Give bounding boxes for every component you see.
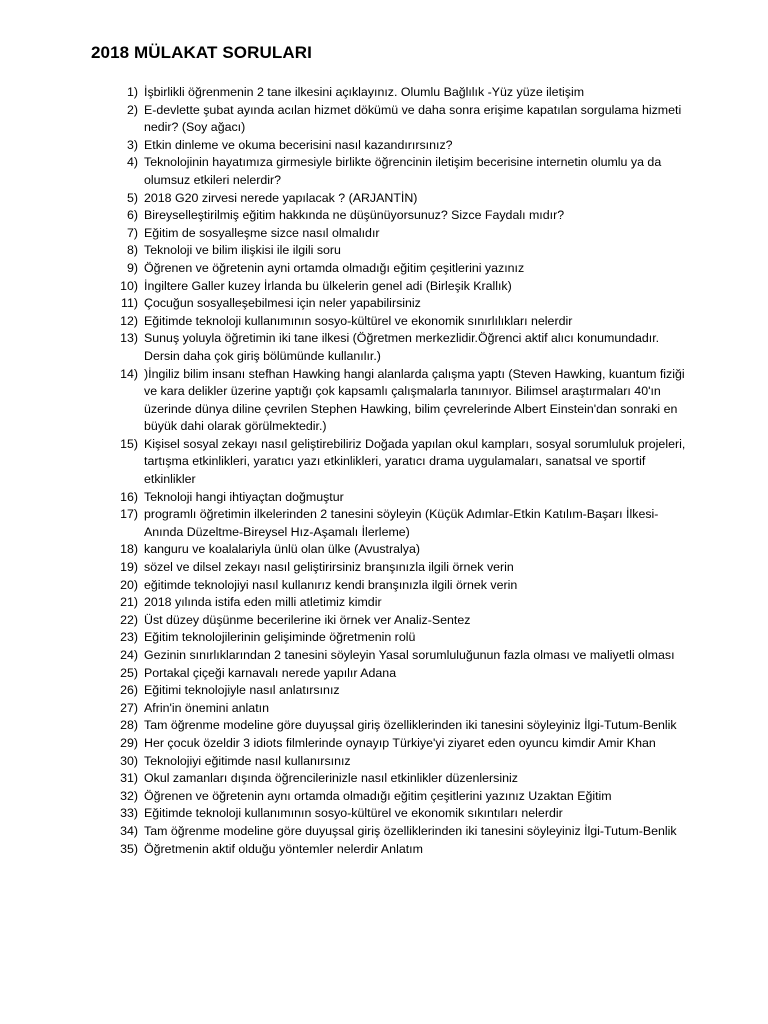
list-item-number: 29) (120, 735, 138, 750)
list-item (106, 207, 686, 225)
list-item-number: 7) (126, 225, 138, 240)
list-item-text: Öğrenen ve öğretenin ayni ortamda olmadığı eğitim çeşitlerini yazınız (144, 260, 525, 275)
list-item (106, 841, 686, 859)
list-item-number: 11) (121, 296, 138, 311)
list-item-text: )İngiliz bilim insanı stefhan Hawking hangi alanlarda çalışma yaptı (Steven Hawking, kuantum fiziği ve kara delikler üzerine yaptığı çok kapsamlı çalışmalarla tanınıyor. Bilimsel araştırmaları 40'ın üzerinde dünya diline çevrilen Stephen Hawking, bilim çevrelerinde Albert Einstein'dan sonraki en büyük dahi olarak görülmektedir.) (144, 366, 685, 434)
list-item-text: Tam öğrenme modeline göre duyuşsal giriş özelliklerinden iki tanesini söyleyiniz İlgi-Tutum-Benlik (144, 718, 677, 733)
list-item (106, 242, 686, 260)
list-item-text: Öğrenen ve öğretenin aynı ortamda olmadığı eğitim çeşitlerini yazınız Uzaktan Eğitim (144, 788, 612, 803)
list-item-number: 15) (120, 436, 138, 451)
list-item-number: 28) (120, 718, 138, 733)
list-item-number: 6) (126, 208, 138, 223)
list-item-text: Teknolojinin hayatımıza girmesiyle birlikte öğrencinin iletişim becerisine internetin olumlu ya da olumsuz etkileri nelerdir? (144, 155, 662, 187)
list-item (106, 278, 686, 296)
list-item-number: 31) (120, 771, 138, 786)
list-item (106, 541, 686, 559)
list-item-number: 21) (120, 595, 138, 610)
page-title: 2018 MÜLAKAT SORULARI (91, 43, 312, 62)
list-item-number: 1) (126, 85, 138, 99)
list-item-number: 2) (126, 102, 138, 117)
list-item (106, 788, 686, 806)
list-item-number: 23) (120, 630, 138, 645)
list-item (106, 735, 686, 753)
list-item-text: Afrin'in önemini anlatın (144, 700, 269, 715)
list-item (106, 682, 686, 700)
list-item-text: Eğitimde teknoloji kullanımının sosyo-kültürel ve ekonomik sıkıntıları nelerdir (144, 806, 563, 821)
list-item-number: 12) (120, 313, 138, 328)
list-item-text: Her çocuk özeldir 3 idiots filmlerinde oynayıp Türkiye'yi ziyaret eden oyuncu kimdir Amir Khan (144, 735, 656, 750)
list-item-number: 14) (120, 366, 138, 381)
list-item (106, 489, 686, 507)
list-item (106, 506, 686, 541)
list-item-number: 35) (120, 841, 138, 856)
list-item (106, 700, 686, 718)
list-item-number: 25) (120, 665, 138, 680)
list-item-number: 27) (120, 700, 138, 715)
list-item (106, 436, 686, 489)
question-list (106, 84, 686, 858)
list-item-text: Eğitimi teknolojiyle nasıl anlatırsınız (144, 683, 340, 698)
list-item-text: sözel ve dilsel zekayı nasıl geliştirirsiniz branşınızla ilgili örnek verin (144, 560, 514, 575)
list-item-text: Tam öğrenme modeline göre duyuşsal giriş özelliklerinden iki tanesini söyleyiniz İlgi-Tutum-Benlik (144, 823, 677, 838)
list-item-number: 13) (120, 331, 138, 346)
list-item-text: Gezinin sınırlıklarından 2 tanesini söyleyin Yasal sorumluluğunun fazla olması ve maliyetli olması (144, 648, 675, 662)
list-item-text: Eğitim de sosyalleşme sizce nasıl olmalıdır (144, 225, 380, 240)
list-item (106, 154, 686, 189)
list-item (106, 629, 686, 647)
list-item-number: 18) (120, 542, 138, 557)
list-item-text: Sunuş yoluyla öğretimin iki tane ilkesi (Öğretmen merkezlidir.Öğrenci aktif alıcı konumundadır. Dersin daha çok giriş bölümünde kullanılır.) (144, 331, 660, 363)
list-item-text: eğitimde teknolojiyi nasıl kullanırız kendi branşınızla ilgili örnek verin (144, 577, 518, 592)
list-item-text: Okul zamanları dışında öğrencilerinizle nasıl etkinlikler düzenlersiniz (144, 771, 518, 786)
list-item-number: 30) (120, 753, 138, 768)
list-item (106, 753, 686, 771)
list-item-text: Teknoloji ve bilim ilişkisi ile ilgili soru (144, 243, 341, 258)
list-item-number: 34) (120, 823, 138, 838)
list-item (106, 260, 686, 278)
list-item (106, 330, 686, 365)
list-item-number: 19) (120, 560, 138, 575)
list-item-number: 3) (126, 137, 138, 152)
list-item (106, 805, 686, 823)
list-item (106, 612, 686, 630)
list-item-text: 2018 yılında istifa eden milli atletimiz kimdir (144, 595, 382, 610)
list-item-text: Teknoloji hangi ihtiyaçtan doğmuştur (144, 489, 344, 504)
list-item (106, 295, 686, 313)
list-item-number: 5) (126, 190, 138, 205)
list-item-number: 32) (120, 788, 138, 803)
list-item-text: kanguru ve koalalariyla ünlü olan ülke (Avustralya) (144, 542, 420, 557)
list-item-text: İşbirlikli öğrenmenin 2 tane ilkesini açıklayınız. Olumlu Bağlılık -Yüz yüze iletişim (144, 85, 585, 99)
list-item-number: 16) (120, 489, 138, 504)
list-item (106, 577, 686, 595)
list-item-number: 10) (120, 278, 138, 293)
list-item (106, 190, 686, 208)
list-item-text: Üst düzey düşünme becerilerine iki örnek ver Analiz-Sentez (144, 612, 471, 627)
list-item (106, 665, 686, 683)
list-item-text: Eğitimde teknoloji kullanımının sosyo-kültürel ve ekonomik sınırlılıkları nelerdir (144, 313, 573, 328)
list-item-text: Çocuğun sosyalleşebilmesi için neler yapabilirsiniz (144, 296, 421, 311)
list-item-number: 9) (126, 260, 138, 275)
list-item (106, 102, 686, 137)
list-item-text: programlı öğretimin ilkelerinden 2 tanesini söyleyin (Küçük Adımlar-Etkin Katılım-Başarı İlkesi-Anında Düzeltme-Bireysel Hız-Aşamalı İlerleme) (144, 507, 659, 539)
list-item-text: Öğretmenin aktif olduğu yöntemler nelerdir Anlatım (144, 841, 423, 856)
list-item (106, 84, 686, 102)
list-item-number: 4) (126, 155, 138, 170)
list-item-text: Portakal çiçeği karnavalı nerede yapılır Adana (144, 665, 397, 680)
list-item-text: E-devlette şubat ayında acılan hizmet dökümü ve daha sonra erişime kapatılan sorgulama hizmeti nedir? (Soy ağacı) (144, 102, 682, 135)
list-item (106, 559, 686, 577)
list-item-text: Teknolojiyi eğitimde nasıl kullanırsınız (144, 753, 351, 768)
list-item (106, 594, 686, 612)
list-item-number: 26) (120, 683, 138, 698)
list-item (106, 717, 686, 735)
list-item (106, 647, 686, 665)
list-item-text: 2018 G20 zirvesi nerede yapılacak ? (ARJANTİN) (144, 190, 418, 205)
list-item-number: 8) (126, 243, 138, 258)
list-item-text: Kişisel sosyal zekayı nasıl geliştirebiliriz Doğada yapılan okul kampları, sosyal sorumluluk projeleri, tartışma etkinlikleri, yaratıcı yazı etkinlikleri, yaratıcı drama uygulamaları, sanatsal ve sportif etkinlikler (144, 436, 686, 487)
list-item-text: İngiltere Galler kuzey İrlanda bu ülkelerin genel adi (Birleşik Krallık) (144, 278, 512, 293)
list-item-number: 17) (120, 507, 138, 522)
list-item (106, 366, 686, 436)
list-item-text: Eğitim teknolojilerinin gelişiminde öğretmenin rolü (144, 630, 416, 645)
list-item-number: 33) (120, 806, 138, 821)
list-item-text: Bireyselleştirilmiş eğitim hakkında ne düşünüyorsunuz? Sizce Faydalı mıdır? (144, 208, 565, 223)
list-item-number: 22) (120, 612, 138, 627)
list-item (106, 137, 686, 155)
list-item-text: Etkin dinleme ve okuma becerisini nasıl kazandırırsınız? (144, 137, 453, 152)
list-item (106, 823, 686, 841)
list-item-number: 20) (120, 577, 138, 592)
list-item (106, 770, 686, 788)
list-item-number: 24) (120, 648, 138, 662)
list-item (106, 313, 686, 331)
list-item (106, 225, 686, 243)
